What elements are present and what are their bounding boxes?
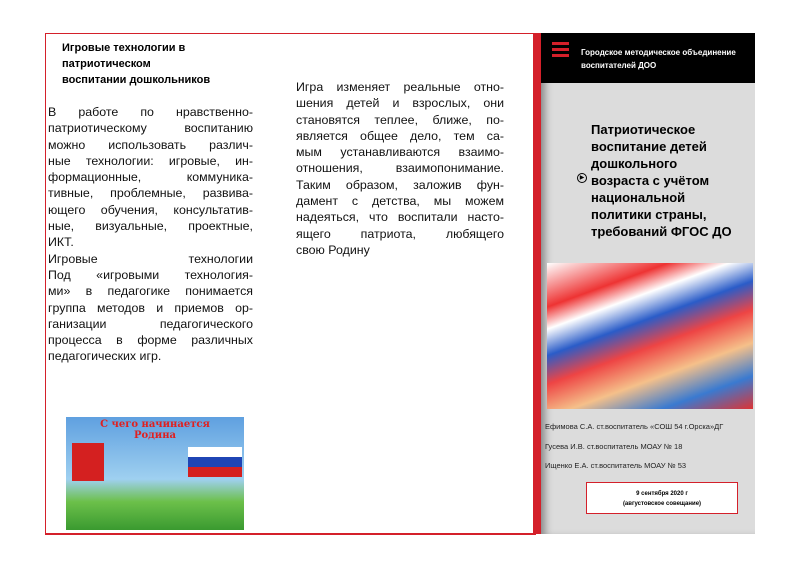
text-line: формационные, коммуника- <box>48 170 253 185</box>
text-line: воспитание детей <box>591 139 707 154</box>
cover-panel <box>541 33 755 534</box>
text-line: Игра изменяет реальные отно- <box>296 80 504 94</box>
text-line: Таким образом, заложив фун- <box>296 177 504 192</box>
heading-line: патриотическом <box>62 58 151 70</box>
text-line: дамент с детства, мы можем <box>296 194 504 209</box>
text-line: шения детей и взрослых, они <box>296 96 504 111</box>
text-line: является общее дело, тем са- <box>296 128 504 143</box>
text-line: отношения, взаимопонимание. <box>296 161 504 176</box>
text-line: дошкольного <box>591 156 678 171</box>
text-line: ганизации педагогического <box>48 316 253 331</box>
text-line: процесса в форме различных <box>48 333 253 348</box>
date-box: 9 сентября 2020 г (августовское совещание) <box>586 482 738 514</box>
coat-of-arms-image <box>72 443 104 481</box>
text-line: ющего обучения, консультатив- <box>48 202 253 217</box>
text-line: Патриотическое <box>591 122 696 137</box>
text-line: ми» в педагогике понимается <box>48 284 253 299</box>
text-column-1 <box>48 104 253 365</box>
text-line: становятся теплее, ближе, по- <box>296 112 504 127</box>
play-icon[interactable]: ▶ <box>577 173 587 183</box>
organization-name: Городское методическое объединение воспитателей ДОО <box>581 48 736 70</box>
section-heading <box>62 40 210 88</box>
heading-line: Игровые технологии в <box>62 42 186 54</box>
text-line: мым устанавливаются взаимо- <box>296 145 504 160</box>
header-bar <box>541 33 755 83</box>
text-line: ные, визуальные, проектные, <box>48 219 253 234</box>
text-line: требований ФГОС ДО <box>591 224 732 239</box>
text-line: В работе по нравственно- <box>48 105 253 119</box>
text-line: Под «игровыми технология- <box>48 267 253 282</box>
menu-icon[interactable] <box>552 42 569 60</box>
children-flags-image <box>547 263 753 409</box>
text-line: группа методов и приемов ор- <box>48 300 253 315</box>
text-column-2 <box>296 79 504 258</box>
text-line: надеяться, что воспитали насто- <box>296 210 504 225</box>
author: Ефимова С.А. ст.воспитатель «СОШ 54 г.Орска»ДГ <box>545 422 724 431</box>
divider-bar <box>533 33 541 534</box>
cover-title <box>591 121 751 240</box>
text-line: можно использовать различ- <box>48 137 253 152</box>
text-line: возраста с учётом <box>591 173 710 188</box>
author: Гусева И.В. ст.воспитатель МОАУ № 18 <box>545 442 683 451</box>
text-line: ные технологии: игровые, ин- <box>48 153 253 168</box>
text-line: национальной <box>591 190 686 205</box>
text-line: педагогических игр. <box>48 349 162 364</box>
heading-line: воспитании дошкольников <box>62 74 211 86</box>
text-line: политики страны, <box>591 207 707 222</box>
text-line: тивные, проблемные, развива- <box>48 186 253 201</box>
text-line: Игровые технологии <box>48 251 253 266</box>
author: Ищенко Е.А. ст.воспитатель МОАУ № 53 <box>545 461 687 470</box>
poster-image <box>66 417 244 530</box>
text-line: ящего патриота, любящего <box>296 226 504 241</box>
text-line: свою Родину <box>296 242 370 257</box>
text-line: ИКТ. <box>48 235 74 250</box>
text-line: патриотическому воспитанию <box>48 121 253 136</box>
russian-flag-image <box>188 447 242 477</box>
poster-title: С чего начинается Родина <box>100 419 210 441</box>
